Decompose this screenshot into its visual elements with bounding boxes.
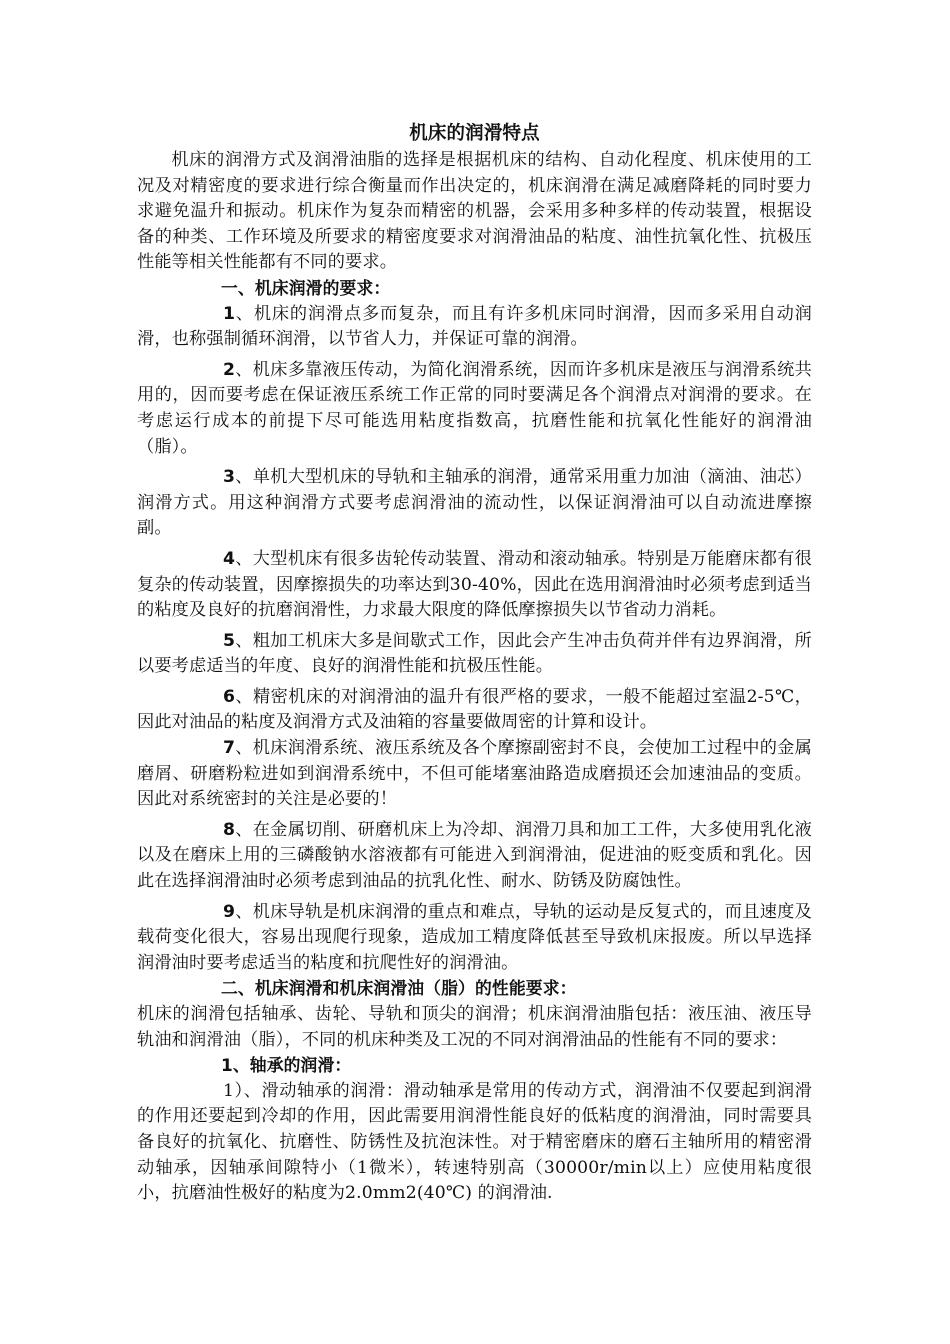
item-text: 、机床多靠液压传动，为简化润滑系统，因而许多机床是液压与润滑系统共用的，因而要考虑在保证液压系统工作正常的同时要满足各个润滑点对润滑的要求。在考虑运行成本的前提下尽可能选用粘度指数高，抗磨性能和抗氧化性能好的润滑油（脂）。 [137, 359, 812, 457]
item-text: 、大型机床有很多齿轮传动装置、滑动和滚动轴承。特别是万能磨床都有很复杂的传动装置，因摩擦损失的功率达到30-40%，因此在选用润滑油时必须考虑到适当的粘度及良好的抗磨润滑性，力求最大限度的降低摩擦损失以节省动力消耗。 [137, 548, 812, 621]
document-title: 机床的润滑特点 [409, 123, 540, 144]
item-text: 、机床的润滑点多而复杂，而且有许多机床同时润滑，因而多采用自动润滑，也称强制循环润滑，以节省人力，并保证可靠的润滑。 [137, 303, 812, 350]
item-text: 、精密机床的对润滑油的温升有很严格的要求，一般不能超过室温2-5℃，因此对油品的粘度及润滑方式及油箱的容量要做周密的计算和设计。 [137, 686, 812, 733]
intro-paragraph: 机床的润滑方式及润滑油脂的选择是根据机床的结构、自动化程度、机床使用的工况及对精密度的要求进行综合衡量而作出决定的，机床润滑在满足减磨降耗的同时要力求避免温升和振动。机床作为复杂而精密的机器，会采用多种多样的传动装置，根据设备的种类、工作环境及所要求的精密度要求对润滑油品的粘度、油性抗氧化性、抗极压性能等相关性能都有不同的要求。 [137, 150, 812, 273]
item-text: 、单机大型机床的导轨和主轴承的润滑，通常采用重力加油（滴油、油芯）润滑方式。用这种润滑方式要考虑润滑油的流动性，以保证润滑油可以自动流进摩擦副。 [137, 467, 812, 539]
list-item [137, 547, 812, 624]
section-heading: 二、机床润滑和机床润滑油（脂）的性能要求： [221, 978, 577, 999]
list-item [137, 736, 812, 813]
item-number: 5 [223, 630, 236, 651]
list-item [137, 629, 812, 680]
list-item [137, 302, 812, 353]
list-item [137, 900, 812, 977]
section-heading: 一、机床润滑的要求： [221, 277, 391, 298]
list-item [137, 818, 812, 895]
item-text: 、机床导轨是机床润滑的重点和难点，导轨的运动是反复式的，而且速度及载荷变化很大，容易出现爬行现象，造成加工精度降低甚至导致机床报废。所以早选择润滑油时要考虑适当的粘度和抗爬性好的润滑油。 [137, 901, 812, 973]
list-item [137, 465, 812, 542]
item-number: 8 [223, 819, 236, 840]
document-page [137, 120, 812, 1207]
list-item [137, 685, 812, 736]
sub-item-paragraph: 1）、滑动轴承的润滑：滑动轴承是常用的传动方式，润滑油不仅要起到润滑的作用还要起到冷却的作用，因此需要用润滑性能良好的低粘度的润滑油，同时需要具备良好的抗氧化、抗磨性、防锈性及抗泡沫性。对于精密磨床的磨石主轴所用的精密滑动轴承，因轴承间隙特小（1微米），转速特别高（30000r/min以上）应使用粘度很小，抗磨油性极好的粘度为2.0mm2(40℃) 的润滑油. [137, 1080, 812, 1204]
item-number: 9 [223, 901, 236, 922]
item-number: 7 [223, 738, 236, 759]
section-intro: 机床的润滑包括轴承、齿轮、导轨和顶尖的润滑；机床润滑油脂包括：液压油、液压导轨油和润滑油（脂），不同的机床种类及工况的不同对润滑油品的性能有不同的要求： [137, 1004, 812, 1050]
item-number: 1 [223, 303, 236, 324]
item-number: 3 [223, 467, 236, 488]
item-text: 、机床润滑系统、液压系统及各个摩擦副密封不良，会使加工过程中的金属磨屑、研磨粉粒进如到润滑系统中，不但可能堵塞油路造成磨损还会加速油品的变质。因此对系统密封的关注是必要的！ [137, 738, 812, 810]
item-text: 、在金属切削、研磨机床上为冷却、润滑刀具和加工工件，大多使用乳化液以及在磨床上用的三磷酸钠水溶液都有可能进入到润滑油，促进油的贬变质和乳化。因此在选择润滑油时必须考虑到油品的抗乳化性、耐水、防锈及防腐蚀性。 [137, 819, 812, 892]
item-text: 、粗加工机床大多是间歇式工作，因此会产生冲击负荷并伴有边界润滑，所以要考虑适当的年度、良好的润滑性能和抗极压性能。 [137, 630, 812, 677]
item-number: 6 [223, 686, 236, 707]
list-item [137, 358, 812, 460]
sub-heading: 1、轴承的润滑： [221, 1055, 352, 1076]
item-number: 4 [223, 548, 236, 569]
item-number: 2 [223, 359, 236, 380]
